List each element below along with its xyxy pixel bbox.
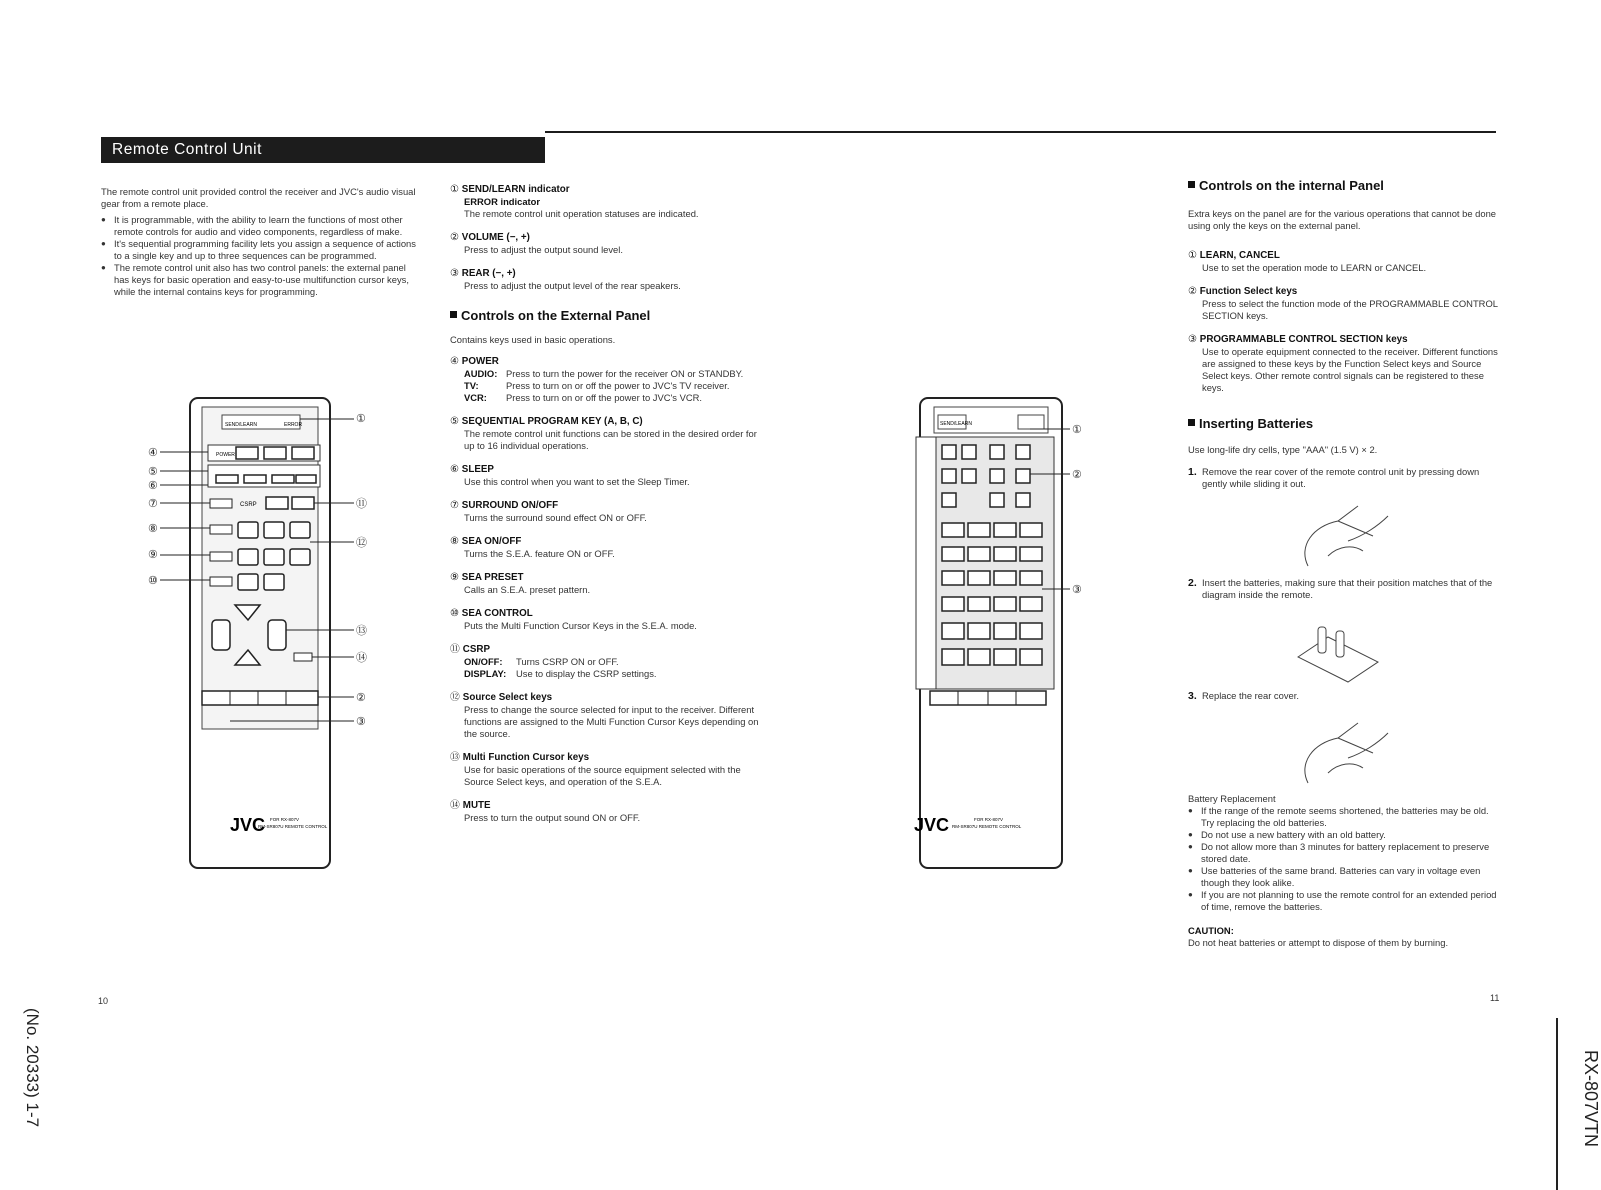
model-edge-rule bbox=[1556, 1018, 1558, 1190]
header-rule bbox=[545, 131, 1496, 133]
intro-block bbox=[101, 186, 416, 298]
column-middle: ① SEND/LEARN indicator ERROR indicator The remote control unit operation statuses are indicated. ② VOLUME (−, +) Press to adjust the output sound level. ③ REAR (−, +) Press to adjust the output level of the rear speakers. Controls on the External Panel Contains keys used in basic operations. ④ POWER AUDIO: Press to turn the power for the receiver ON or STANDBY. TV: Press to turn on or off the power to JVC's TV receiver. VCR: Press to turn on or off the power to JVC's VCR. ⑤ SEQUENTIAL PROGRAM KEY (A, B, C) The remote control unit functions can be stored in the desired order for up to 16 individual operations. ⑥ SLEEP Use this control when you want to set the Sleep Timer. ⑦ SURROUND ON/OFF Turns the surround sound effect ON or OFF. ⑧ SEA ON/OFF Turns the S.E.A. feature ON or OFF. ⑨ SEA PRESET Calls an S.E.A. preset pattern. ⑩ SEA CONTROL Puts the Multi Function Cursor Keys in the S.E.A. mode. ⑪ CSRP ON/OFF: Turns CSRP ON or OFF. DISPLAY: Use to display the CSRP settings. ⑫ Source Select keys Press to change the source selected for input to the receiver. Different functions are assigned to the Multi Function Cursor Keys depending on the source. ⑬ Multi Function Cursor keys Use for basic operations of the source equipment selected with the Source Select keys, and operation of the S.E.A. ⑭ MUTE Press to turn the output sound ON or OFF. bbox=[450, 184, 768, 836]
document-number: (No. 20333) 1-7 bbox=[23, 1008, 42, 1128]
svg-text:②: ② bbox=[1072, 469, 1082, 481]
svg-text:④: ④ bbox=[148, 447, 158, 459]
external-heading: Controls on the External Panel bbox=[450, 310, 768, 322]
svg-text:⑤: ⑤ bbox=[148, 466, 158, 478]
svg-text:CSRP: CSRP bbox=[240, 502, 257, 508]
indicator-item: ① SEND/LEARN indicator ERROR indicator The remote control unit operation statuses are indicated. bbox=[450, 184, 699, 219]
svg-text:⑩: ⑩ bbox=[148, 575, 158, 587]
svg-text:⑫: ⑫ bbox=[356, 537, 367, 549]
svg-text:⑭: ⑭ bbox=[356, 652, 367, 664]
svg-text:①: ① bbox=[356, 413, 366, 425]
intro-bullets bbox=[101, 214, 416, 298]
power-item: ④ POWER AUDIO: Press to turn the power for the receiver ON or STANDBY. TV: Press to turn on or off the power to JVC's TV receiver. VCR: Press to turn on or off the power to JVC's VCR. bbox=[450, 356, 744, 403]
svg-text:②: ② bbox=[356, 692, 366, 704]
svg-text:FOR RX-807V: FOR RX-807V bbox=[270, 817, 300, 822]
svg-text:JVC: JVC bbox=[914, 815, 950, 835]
column-right: Controls on the internal Panel Extra keys on the panel are for the various operations that cannot be done using only the keys on the external panel. ① LEARN, CANCEL Use to set the operation mode to LEARN or CANCEL. ② Function Select keys Press to select the function mode of the PROGRAMMABLE CONTROL SECTION keys. ③ PROGRAMMABLE CONTROL SECTION keys Use to operate equipment connected to the receiver. Different functions are assigned to these keys by the Function Select keys and Source Select keys. Other remote control signals can be registered to these keys. Inserting Batteries Use long-life dry cells, type "AAA" (1.5 V) × 2. 1. Remove the rear cover of the remote control unit by pressing down gently while sliding it out. 2. Insert the batteries, making sure that their position matches that of the diagram inside the remote. 3. Replace the rear cover. Battery Replacement ● If the range of the remote seems shortened, the batteries may be old. Try replacing the old batteries. ● Do not use a new battery with an old battery. ● Do not allow more than 3 minutes for battery replacement to preserve stored date. ● Use batteries of the same brand. Batteries can vary in voltage even though they look alike. ● If you are not planning to use the remote control for an extended period of time, remove the batteries. CAUTION: Do not heat batteries or attempt to dispose of them by burning. bbox=[1188, 180, 1504, 949]
remove-cover-illustration bbox=[1188, 496, 1504, 574]
svg-text:⑦: ⑦ bbox=[148, 498, 158, 510]
svg-text:①: ① bbox=[1072, 424, 1082, 436]
svg-text:POWER: POWER bbox=[216, 452, 235, 458]
battery-replacement-list: ● If the range of the remote seems shortened, the batteries may be old. Try replacing the old batteries. ● Do not use a new battery with an old battery. ● Do not allow more than 3 minutes for battery replacement to preserve stored date. ● Use batteries of the same brand. Batteries can vary in voltage even though they look alike. ● If you are not planning to use the remote control for an extended period of time, remove the batteries. bbox=[1188, 805, 1504, 913]
batteries-intro: Use long-life dry cells, type "AAA" (1.5 V) × 2. bbox=[1188, 444, 1378, 455]
svg-text:⑪: ⑪ bbox=[356, 498, 367, 510]
battery-step: 1. Remove the rear cover of the remote control unit by pressing down gently while sliding it out. bbox=[1188, 466, 1480, 489]
svg-text:SEND/LEARN: SEND/LEARN bbox=[225, 422, 257, 428]
csrp-item: ⑪ CSRP ON/OFF: Turns CSRP ON or OFF. DISPLAY: Use to display the CSRP settings. bbox=[450, 644, 657, 679]
svg-text:ERROR: ERROR bbox=[284, 422, 303, 428]
battery-step: 2. Insert the batteries, making sure that their position matches that of the diagram inside the remote. bbox=[1188, 577, 1493, 600]
svg-text:SEND/LEARN: SEND/LEARN bbox=[940, 421, 972, 427]
svg-text:⑬: ⑬ bbox=[356, 625, 367, 637]
insert-batteries-illustration bbox=[1188, 607, 1504, 687]
page-number-left: 10 bbox=[98, 996, 109, 1006]
internal-heading: Controls on the internal Panel bbox=[1188, 180, 1504, 192]
remote-external-panel-diagram bbox=[140, 395, 390, 875]
batteries-heading: Inserting Batteries bbox=[1188, 418, 1504, 430]
section-title-bar bbox=[101, 137, 545, 163]
page-number-right: 11 bbox=[1490, 993, 1500, 1003]
caution-title: CAUTION: bbox=[1188, 925, 1234, 936]
replace-cover-illustration bbox=[1188, 708, 1504, 790]
indicator-item: ② VOLUME (−, +) Press to adjust the output sound level. bbox=[450, 232, 623, 255]
intro-bullet: ● It is programmable, with the ability to learn the functions of most other remote controls for audio and video components, regardless of make. bbox=[101, 214, 416, 238]
svg-text:FOR RX-807V: FOR RX-807V bbox=[974, 817, 1004, 822]
svg-text:③: ③ bbox=[356, 716, 366, 728]
intro-bullet: ● The remote control unit also has two control panels: the external panel has keys for basic operation and easy-to-use multifunction cursor keys, while the internal contains keys for programming. bbox=[101, 262, 416, 298]
intro-bullet: ● It's sequential programming facility lets you assign a sequence of actions to a single key and up to three sequences can be programmed. bbox=[101, 238, 416, 262]
svg-text:③: ③ bbox=[1072, 584, 1082, 596]
section-title: Remote Control Unit bbox=[112, 141, 262, 158]
model-number: RX-807VTN bbox=[1581, 1050, 1601, 1148]
svg-text:⑨: ⑨ bbox=[148, 549, 158, 561]
svg-text:⑥: ⑥ bbox=[148, 480, 158, 492]
battery-replacement-title: Battery Replacement bbox=[1188, 793, 1276, 804]
svg-text:RM-SR807U REMOTE CONTROL: RM-SR807U REMOTE CONTROL bbox=[952, 824, 1022, 829]
svg-text:⑧: ⑧ bbox=[148, 523, 158, 535]
remote-internal-panel-diagram bbox=[900, 395, 1110, 875]
external-intro: Contains keys used in basic operations. bbox=[450, 334, 616, 345]
battery-step: 3. Replace the rear cover. bbox=[1188, 690, 1299, 702]
intro-text: The remote control unit provided control the receiver and JVC's audio visual gear from a remote place. bbox=[101, 186, 416, 209]
svg-text:RM-SR807U REMOTE CONTROL: RM-SR807U REMOTE CONTROL bbox=[258, 824, 328, 829]
indicator-item: ③ REAR (−, +) Press to adjust the output level of the rear speakers. bbox=[450, 268, 681, 291]
caution-text: Do not heat batteries or attempt to dispose of them by burning. bbox=[1188, 937, 1449, 948]
svg-text:JVC: JVC bbox=[230, 815, 266, 835]
internal-intro: Extra keys on the panel are for the various operations that cannot be done using only the keys on the external panel. bbox=[1188, 208, 1497, 231]
